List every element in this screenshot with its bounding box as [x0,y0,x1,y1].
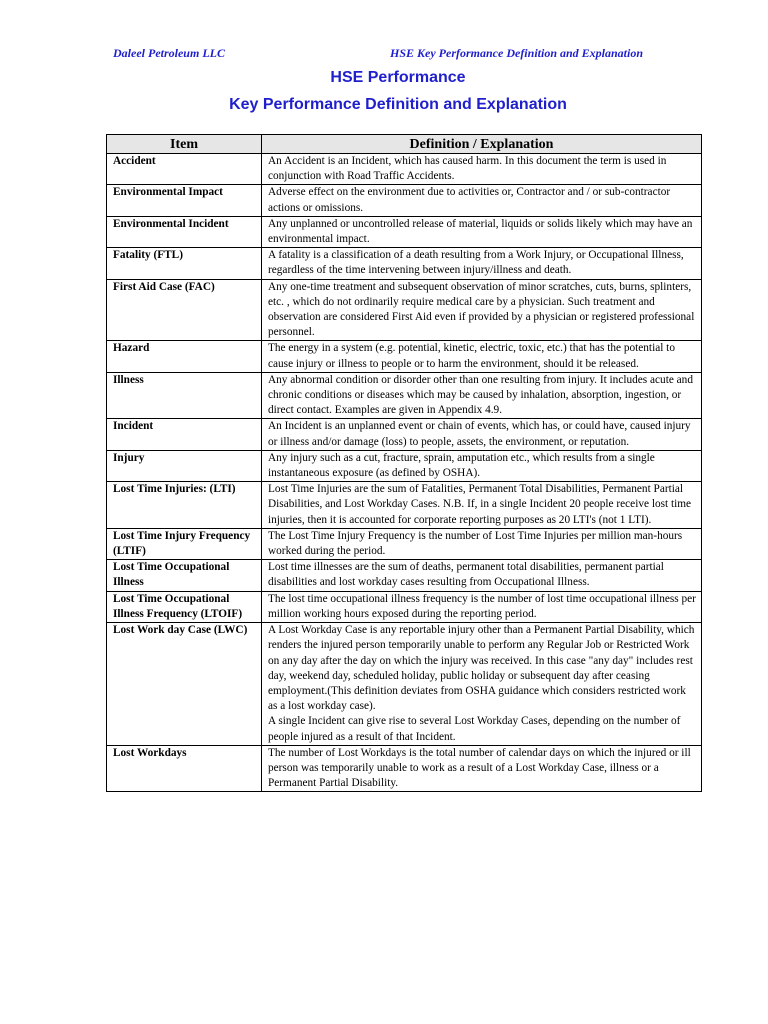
row-definition [262,745,702,792]
definition-paragraph: The Lost Time Injury Frequency is the number of Lost Time Injuries per million man-hours worked during the period. [268,529,683,558]
definition-paragraph: The lost time occupational illness frequency is the number of lost time occupational illness per million working hours exposed during the reporting period. [268,592,696,620]
definition-paragraph: An Accident is an Incident, which has caused harm. In this document the term is used in conjunction with Road Traffic Accidents. [268,155,667,183]
table-row [107,591,702,622]
table-body [107,154,702,792]
row-definition [262,372,702,419]
row-item-name: Lost Workdays [107,745,262,792]
row-item-name: Lost Time Occupational Illness Frequency (LTOIF) [107,591,262,622]
definition-paragraph: An Incident is an unplanned event or chain of events, which has, or could have, caused injury or illness and/or damage (loss) to people, assets, the environment, or reputation. [268,420,691,448]
row-definition [262,154,702,185]
row-definition [262,482,702,529]
definition-paragraph: Lost Time Injuries are the sum of Fatalities, Permanent Total Disabilities, Permanent Partial Disabilities, and Lost Workday Cases. N.B. If, in a single Incident 20 people receive lost time injuries, then it is accounted for corporate reporting purposes as 20 LTI's (not 1 LTI). [268,483,692,526]
page-title: HSE Performance [330,69,466,86]
row-item-name: Hazard [107,341,262,372]
kpi-definitions-table [106,134,702,792]
definition-paragraph: Adverse effect on the environment due to activities or, Contractor and / or sub-contractor actions or omissions. [268,186,671,214]
row-item-name: First Aid Case (FAC) [107,279,262,341]
table-row [107,216,702,247]
table-header-row [107,135,702,154]
row-definition [262,560,702,591]
row-item-name: Lost Work day Case (LWC) [107,623,262,746]
definition-paragraph: Lost time illnesses are the sum of deaths, permanent total disabilities, permanent partial disabilities and lost workday cases resulting from Occupational Illness. [268,561,664,589]
row-item-name: Lost Time Injuries: (LTI) [107,482,262,529]
row-definition [262,341,702,372]
row-item-name: Environmental Impact [107,185,262,216]
definition-paragraph: Any unplanned or uncontrolled release of material, liquids or solids likely which may have an environmental impact. [268,217,693,246]
row-definition [262,450,702,481]
table-row [107,419,702,450]
column-header-item: Item [107,135,262,154]
table-row [107,528,702,559]
definition-paragraph: The energy in a system (e.g. potential, kinetic, electric, toxic, etc.) that has the potential to cause injury or illness to people or to harm the environment, should it be released. [268,342,675,370]
row-definition [262,248,702,279]
row-item-name: Illness [107,372,262,419]
table-row [107,482,702,529]
row-item-name: Lost Time Injury Frequency (LTIF) [107,528,262,559]
definition-paragraph: Any injury such as a cut, fracture, sprain, amputation etc., which results from a single instantaneous exposure (as defined by OSHA). [268,451,655,480]
table-row [107,450,702,481]
row-item-name: Injury [107,450,262,481]
row-definition [262,591,702,622]
table-row [107,185,702,216]
row-definition [262,528,702,559]
row-item-name: Environmental Incident [107,216,262,247]
table-row [107,372,702,419]
table-row [107,248,702,279]
row-definition [262,216,702,247]
table-row [107,745,702,792]
row-item-name: Accident [107,154,262,185]
page-subtitle: Key Performance Definition and Explanation [229,96,567,113]
definition-paragraph: Any abnormal condition or disorder other than one resulting from injury. It includes acute and chronic conditions or diseases which may be caused by inhalation, absorption, ingestion, or direct contact. Examples are given in Appendix 4.9. [268,373,693,417]
table-row [107,623,702,746]
row-item-name: Incident [107,419,262,450]
definition-paragraph: A Lost Workday Case is any reportable injury other than a Permanent Partial Disability, which renders the injured person temporarily unable to perform any Regular Job or Restricted Work on any day after the day on which the injury was received. In this case "any day" includes rest day, weekend day, scheduled holiday, public holiday or subsequent day after ceasing employment.(This definition deviates from OSHA guidance which considers restricted work as a lost workday case). [268,624,695,713]
row-definition [262,623,702,746]
document-header-title: HSE Key Performance Definition and Explanation [390,46,644,60]
definition-paragraph: A single Incident can give rise to several Lost Workday Cases, depending on the number of people injured as a result of that Incident. [268,715,681,743]
table-row [107,560,702,591]
row-definition [262,419,702,450]
definition-paragraph: The number of Lost Workdays is the total number of calendar days on which the injured or ill person was temporarily unable to work as a result of a Lost Workday Case, illness or a Permanent Partial Disability. [268,746,691,790]
definition-paragraph: A fatality is a classification of a death resulting from a Work Injury, or Occupational Illness, regardless of the time intervening between injury/illness and death. [268,249,684,277]
company-name: Daleel Petroleum LLC [113,46,225,60]
table-row [107,154,702,185]
row-definition [262,185,702,216]
row-item-name: Fatality (FTL) [107,248,262,279]
row-definition [262,279,702,341]
definition-paragraph: Any one-time treatment and subsequent observation of minor scratches, cuts, burns, splinters, etc. , which do not ordinarily require medical care by a physician. Such treatment and observation are considered First Aid even if provided by a physician or registered professional personnel. [268,280,695,339]
table-row [107,341,702,372]
column-header-definition: Definition / Explanation [262,135,702,154]
row-item-name: Lost Time Occupational Illness [107,560,262,591]
table-row [107,279,702,341]
